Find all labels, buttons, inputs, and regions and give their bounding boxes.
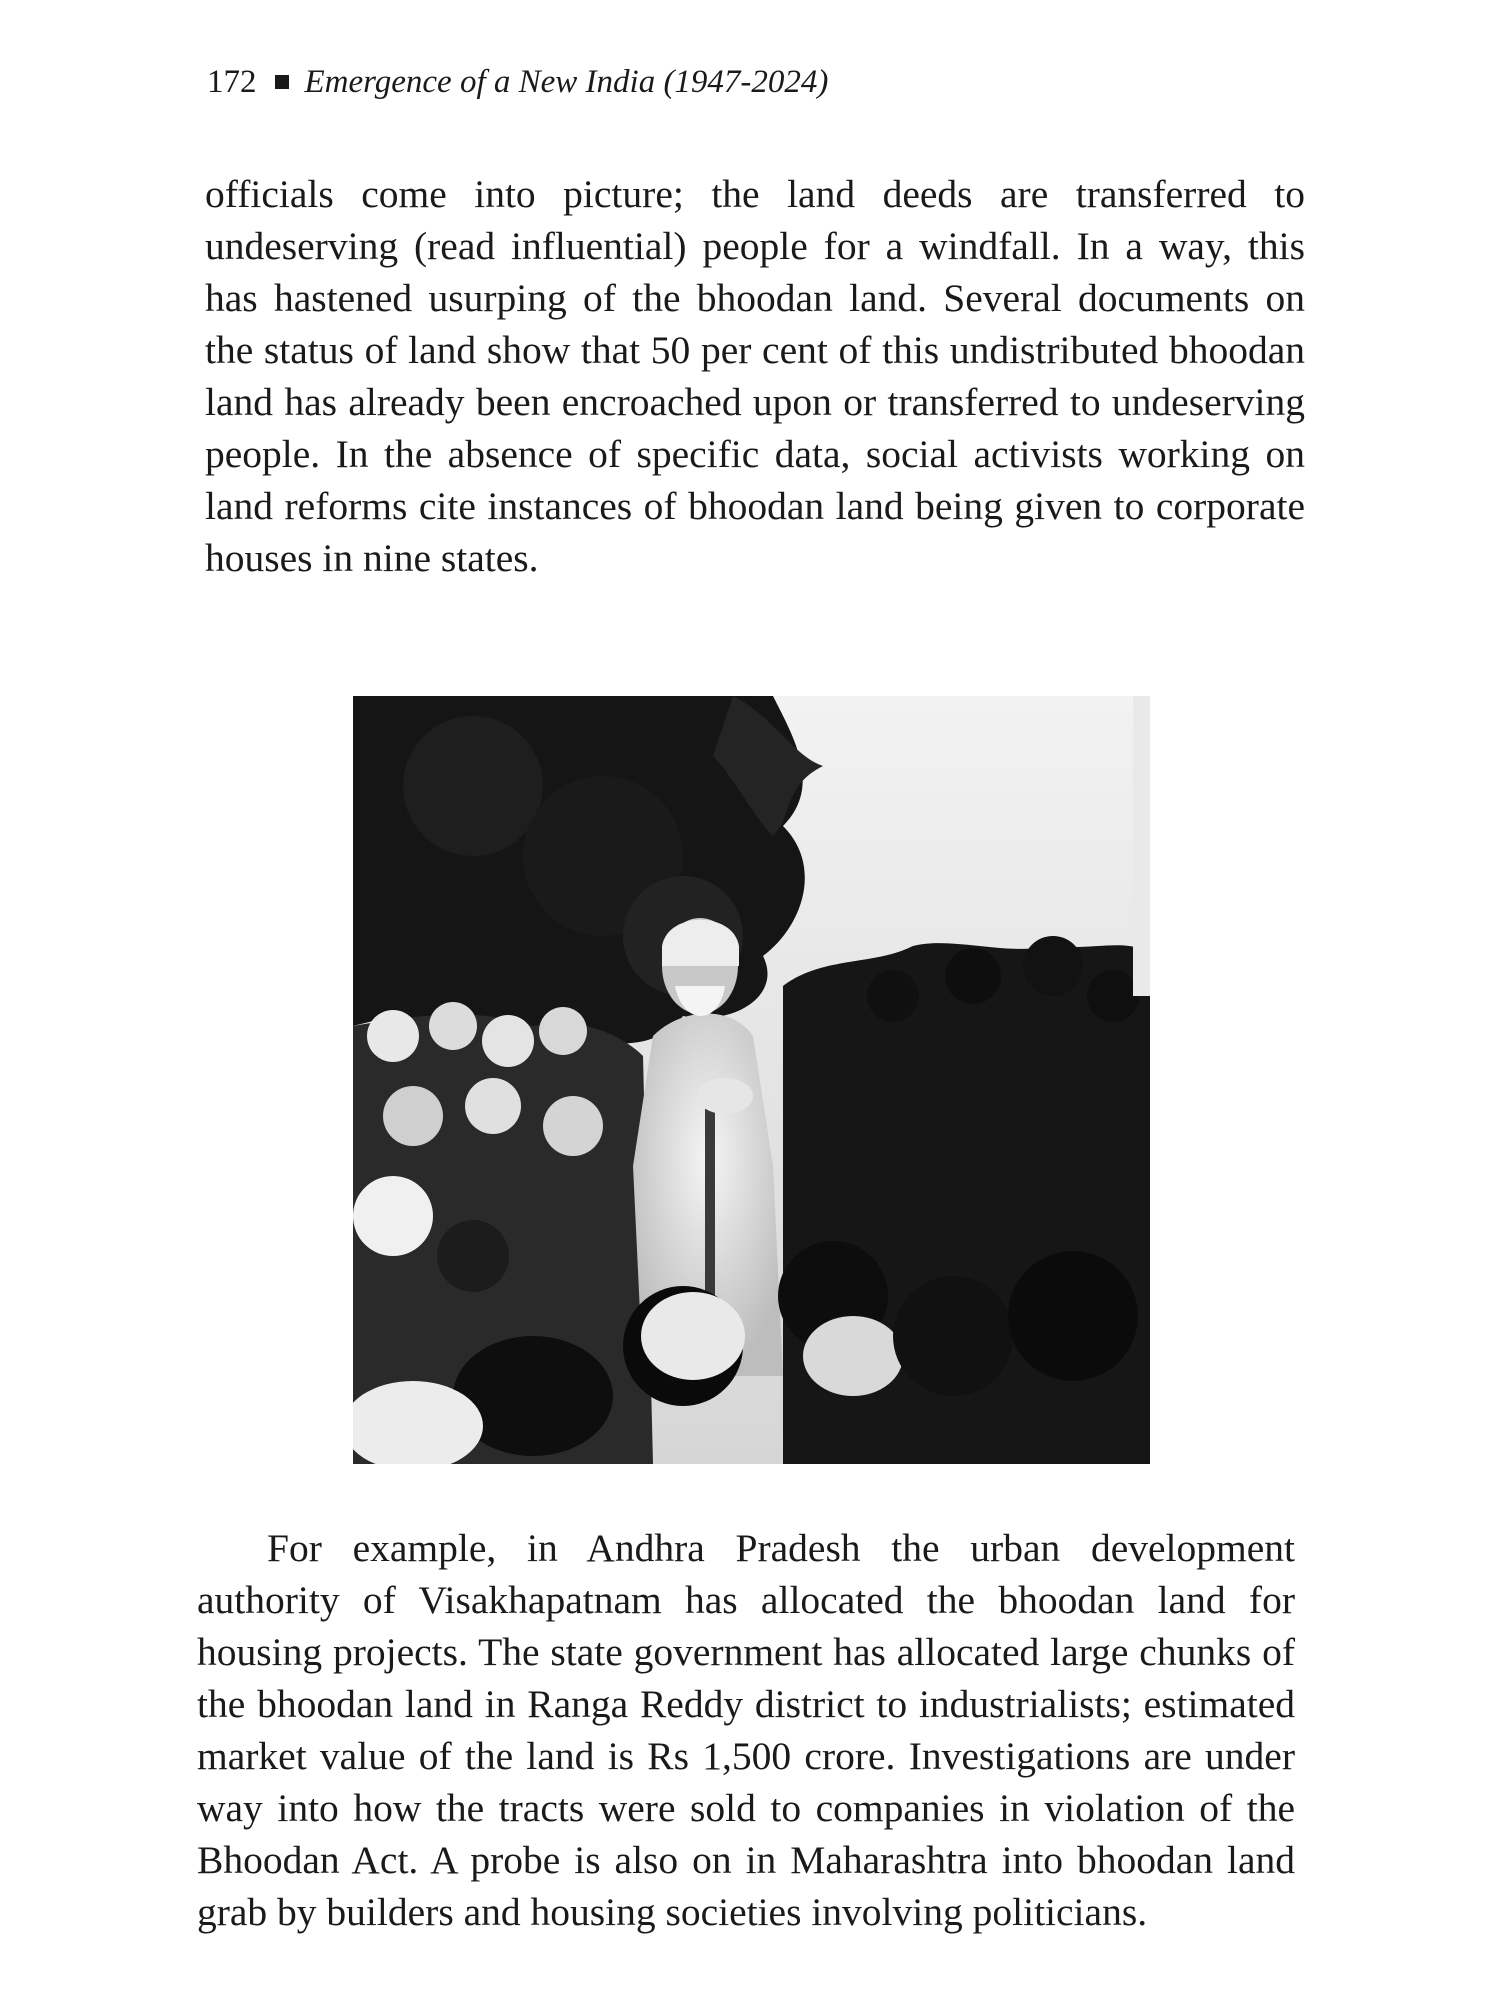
paragraph-top: officials come into picture; the land deeds are transferred to undeserving (read influential) people for a windfall. In a way, this has hastened usurping of the bhoodan land. Several documents on the status of land show that 50 per cent of this undistributed bhoodan land has already been encroached upon or transferred to undeserving people. In the absence of specific data, social activists working on land reforms cite instances of bhoodan land being given to corporate houses in nine states. xyxy=(205,172,1305,580)
paragraph-bottom: For example, in Andhra Pradesh the urban development authority of Visakhapatnam has allocated the bhoodan land for housing projects. The state government has allocated large chunks of the bhoodan land in Ranga Reddy district to industrialists; estimated market value of the land is Rs 1,500 crore. Investigations are under way into how the tracts were sold to companies in violation of the Bhoodan Act. A probe is also on in Maharashtra into bhoodan land grab by builders and housing societies involving politicians. xyxy=(197,1526,1295,1934)
running-head xyxy=(207,62,828,102)
bullet-separator-icon xyxy=(275,75,289,89)
book-title: Emergence of a New India (1947-2024) xyxy=(304,64,829,100)
photograph-crowd-gathering xyxy=(353,696,1150,1464)
page-number: 172 xyxy=(207,64,257,100)
